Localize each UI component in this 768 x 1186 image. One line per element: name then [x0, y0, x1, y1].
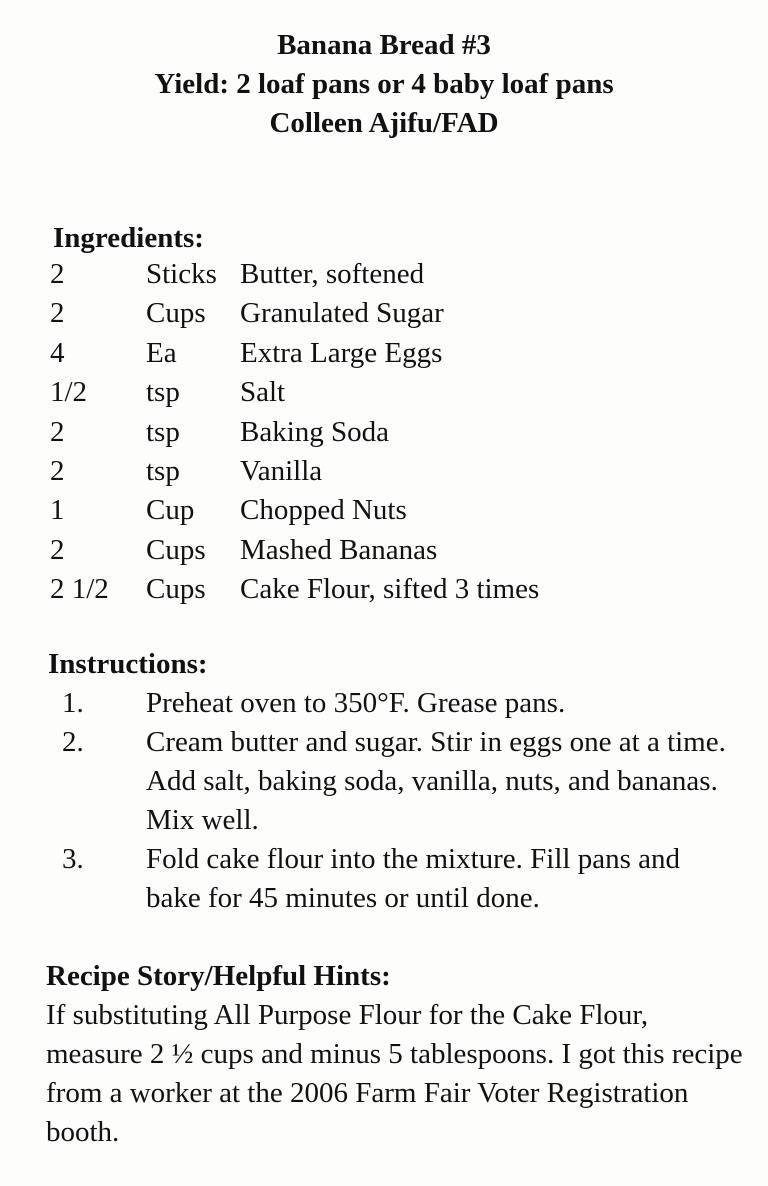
ingredient-name: Vanilla [240, 454, 323, 487]
recipe-yield: Yield: 2 loaf pans or 4 baby loaf pans [154, 68, 614, 100]
recipe-header [0, 26, 768, 143]
ingredient-quantity: 1 [50, 494, 65, 527]
ingredient-row [50, 452, 539, 491]
ingredient-row [50, 413, 539, 452]
ingredient-unit: Cups [146, 573, 206, 606]
instruction-step [62, 684, 742, 723]
ingredient-quantity: 2 [50, 533, 65, 566]
ingredient-unit: tsp [146, 376, 180, 409]
ingredient-row [50, 570, 539, 609]
ingredient-name: Mashed Bananas [240, 533, 438, 566]
instruction-step [62, 840, 742, 918]
ingredient-name: Cake Flour, sifted 3 times [240, 573, 540, 606]
ingredient-row [50, 255, 539, 294]
ingredient-quantity: 2 [50, 258, 65, 290]
ingredient-quantity: 2 [50, 415, 65, 448]
ingredient-quantity: 4 [50, 336, 65, 369]
ingredient-row [50, 373, 539, 412]
step-text: Preheat oven to 350°F. Grease pans. [146, 687, 566, 719]
ingredient-row [50, 531, 539, 570]
instructions-list [62, 684, 742, 918]
step-number: 3. [62, 843, 84, 875]
ingredient-name: Salt [240, 376, 286, 409]
ingredient-unit: Cup [146, 494, 195, 527]
hints-heading: Recipe Story/Helpful Hints: [46, 960, 391, 992]
ingredient-name: Granulated Sugar [240, 297, 444, 330]
step-text: Cream butter and sugar. Stir in eggs one at a time. Add salt, baking soda, vanilla, nuts, and bananas. Mix well. [146, 726, 726, 836]
ingredient-row [50, 491, 539, 530]
hints-paragraph: If substituting All Purpose Flour for the Cake Flour, measure 2 ½ cups and minus 5 tablespoons. I got this recipe from a worker at the 2006 Farm Fair Voter Registration booth. [46, 999, 743, 1148]
step-number: 1. [62, 687, 84, 719]
ingredient-unit: Cups [146, 533, 206, 566]
instruction-step [62, 723, 742, 840]
ingredient-quantity: 1/2 [50, 376, 88, 409]
ingredient-unit: Sticks [146, 258, 217, 290]
ingredient-unit: tsp [146, 454, 180, 487]
ingredients-heading: Ingredients: [53, 222, 204, 254]
ingredient-name: Butter, softened [240, 258, 425, 290]
instructions-heading: Instructions: [48, 648, 208, 680]
ingredient-quantity: 2 [50, 454, 65, 487]
ingredients-list [50, 255, 539, 610]
ingredient-row [50, 294, 539, 333]
ingredient-quantity: 2 1/2 [50, 573, 109, 606]
recipe-title: Banana Bread #3 [277, 29, 491, 61]
ingredient-unit: tsp [146, 415, 180, 448]
ingredient-unit: Ea [146, 336, 177, 369]
ingredient-name: Baking Soda [240, 415, 390, 448]
ingredient-row [50, 334, 539, 373]
ingredient-unit: Cups [146, 297, 206, 330]
ingredient-quantity: 2 [50, 297, 65, 330]
ingredient-name: Chopped Nuts [240, 494, 407, 527]
ingredient-name: Extra Large Eggs [240, 336, 443, 369]
step-text: Fold cake flour into the mixture. Fill pans and bake for 45 minutes or until done. [146, 843, 680, 914]
step-number: 2. [62, 726, 84, 758]
recipe-author: Colleen Ajifu/FAD [269, 107, 499, 139]
